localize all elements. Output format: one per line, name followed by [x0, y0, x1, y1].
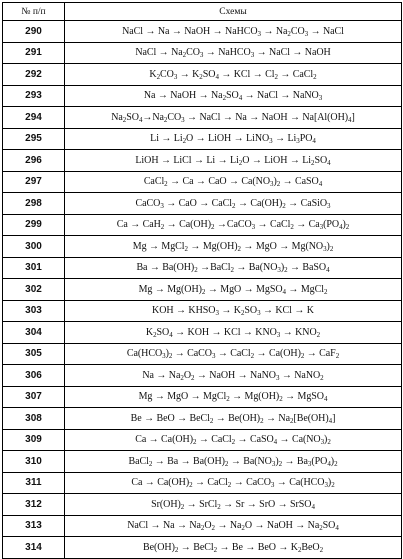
row-scheme: $Ca(HCO_3)_2$ → CaCO$_3$ → CaCl$_2$ → $Ca(OH)_2 \to CaF_2$	[65, 343, 402, 365]
row-number: 305	[3, 343, 65, 365]
row-number: 310	[3, 451, 65, 473]
row-scheme: $Na_2SO_4\to Na_2CO_3$ → NaCl → Na → NaOH → $Na[Al(OH)_4]$	[65, 107, 402, 129]
row-scheme: BaCl$_2$ → $Ba \to Ba(OH)_2 \to Ba(NO_3)_2 \to Ba_3(PO_4)_2$	[65, 451, 402, 473]
table-row	[3, 494, 402, 516]
table-header-row	[3, 3, 402, 21]
table-row	[3, 214, 402, 236]
row-scheme: $Na \to Na_2O_2$ → NaOH → NaNO$_3$ → NaNO$_2$	[65, 365, 402, 387]
row-scheme: Na → NaOH → $Na_2SO_4$ → NaCl → NaNO$_3$	[65, 85, 402, 107]
row-number: 298	[3, 193, 65, 215]
table-row	[3, 408, 402, 430]
row-scheme: NaCl → Na → NaOH → NaHCO$_3$ → $Na_2CO_3$ → NaCl	[65, 21, 402, 43]
row-scheme: Mg → MgCl$_2$ → $Mg(OH)_2$ → MgO → $Mg(NO_3)_2$	[65, 236, 402, 258]
row-number: 313	[3, 515, 65, 537]
row-scheme: $K_2SO_4$ → KOH → KCl → $KNO_3 \to KNO_2$	[65, 322, 402, 344]
table-row	[3, 343, 402, 365]
table-row	[3, 322, 402, 344]
row-scheme: CaCO$_3$ → CaO → CaCl$_2$ → $Ca(OH)_2$ → CaSiO$_3$	[65, 193, 402, 215]
table-row	[3, 472, 402, 494]
row-scheme: $Ca \to Ca(OH)_2$ → CaCl$_2$ → CaSO$_4$ → $Ca(NO_3)_2$	[65, 429, 402, 451]
header-schemes: Схемы	[65, 3, 402, 21]
table-row	[3, 515, 402, 537]
row-scheme: $Mg \to Mg(OH)_2$ → MgO → MgSO$_4$ → MgCl$_2$	[65, 279, 402, 301]
table-row	[3, 300, 402, 322]
table-row	[3, 21, 402, 43]
table-row	[3, 537, 402, 559]
table-body	[3, 21, 402, 559]
row-number: 292	[3, 64, 65, 86]
row-number: 302	[3, 279, 65, 301]
row-number: 294	[3, 107, 65, 129]
row-scheme: $Ca \to Ca(OH)_2$ → CaCl$_2$ → CaCO$_3$ → $Ca(HCO_3)_2$	[65, 472, 402, 494]
table-row	[3, 150, 402, 172]
row-number: 311	[3, 472, 65, 494]
row-scheme: $Sr(OH)_2$ → SrCl$_2$ → Sr → SrO → SrSO$_4$	[65, 494, 402, 516]
row-number: 299	[3, 214, 65, 236]
row-number: 296	[3, 150, 65, 172]
row-number: 312	[3, 494, 65, 516]
row-scheme: $Li \to Li_2O$ → LiOH → LiNO$_3$ → $Li_3PO_4$	[65, 128, 402, 150]
row-number: 308	[3, 408, 65, 430]
table-row	[3, 365, 402, 387]
row-scheme: Be → BeO → BeCl$_2$ → $Be(OH)_2 \to Na_2[Be(OH)_4]$	[65, 408, 402, 430]
row-scheme: $Be(OH)_2$ → BeCl$_2$ → Be → BeO → $K_2BeO_2$	[65, 537, 402, 559]
table-row	[3, 257, 402, 279]
row-number: 293	[3, 85, 65, 107]
table-row	[3, 429, 402, 451]
row-scheme: KOH → $KHSO_3 \to K_2SO_3$ → KCl → K	[65, 300, 402, 322]
row-scheme: CaCl$_2$ → Ca → CaO → $Ca(NO_3)_2$ → CaSO$_4$	[65, 171, 402, 193]
row-scheme: $Ca \to CaH_2 \to Ca(OH)_2$ →CaCO$_3$ → CaCl$_2$ → $Ca_3(PO_4)_2$	[65, 214, 402, 236]
row-number: 306	[3, 365, 65, 387]
row-number: 295	[3, 128, 65, 150]
table-row	[3, 386, 402, 408]
row-number: 290	[3, 21, 65, 43]
row-scheme: Mg → MgO → MgCl$_2$ → $Mg(OH)_2$ → MgSO$_4$	[65, 386, 402, 408]
row-scheme: NaCl → $Na_2CO_3$ → NaHCO$_3$ → NaCl → NaOH	[65, 42, 402, 64]
row-number: 297	[3, 171, 65, 193]
row-number: 314	[3, 537, 65, 559]
row-number: 309	[3, 429, 65, 451]
row-number: 303	[3, 300, 65, 322]
header-number: № п/п	[3, 3, 65, 21]
table-row	[3, 107, 402, 129]
table-row	[3, 451, 402, 473]
row-number: 301	[3, 257, 65, 279]
table-row	[3, 85, 402, 107]
row-number: 304	[3, 322, 65, 344]
row-number: 307	[3, 386, 65, 408]
row-number: 291	[3, 42, 65, 64]
row-scheme: NaCl → $Na \to Na_2O_2 \to Na_2O$ → NaOH → $Na_2SO_4$	[65, 515, 402, 537]
row-scheme: LiOH → LiCl → $Li \to Li_2O$ → LiOH → $Li_2SO_4$	[65, 150, 402, 172]
table-row	[3, 171, 402, 193]
schemes-table	[2, 2, 402, 559]
table-row	[3, 64, 402, 86]
table-row	[3, 193, 402, 215]
row-scheme: $K_2CO_3 \to K_2SO_4$ → KCl → $Cl_2$ → CaCl$_2$	[65, 64, 402, 86]
table-row	[3, 236, 402, 258]
table-row	[3, 279, 402, 301]
row-number: 300	[3, 236, 65, 258]
row-scheme: $Ba \to Ba(OH)_2$ →BaCl$_2$ → $Ba(NO_3)_2$ → BaSO$_4$	[65, 257, 402, 279]
table-row	[3, 42, 402, 64]
table-row	[3, 128, 402, 150]
